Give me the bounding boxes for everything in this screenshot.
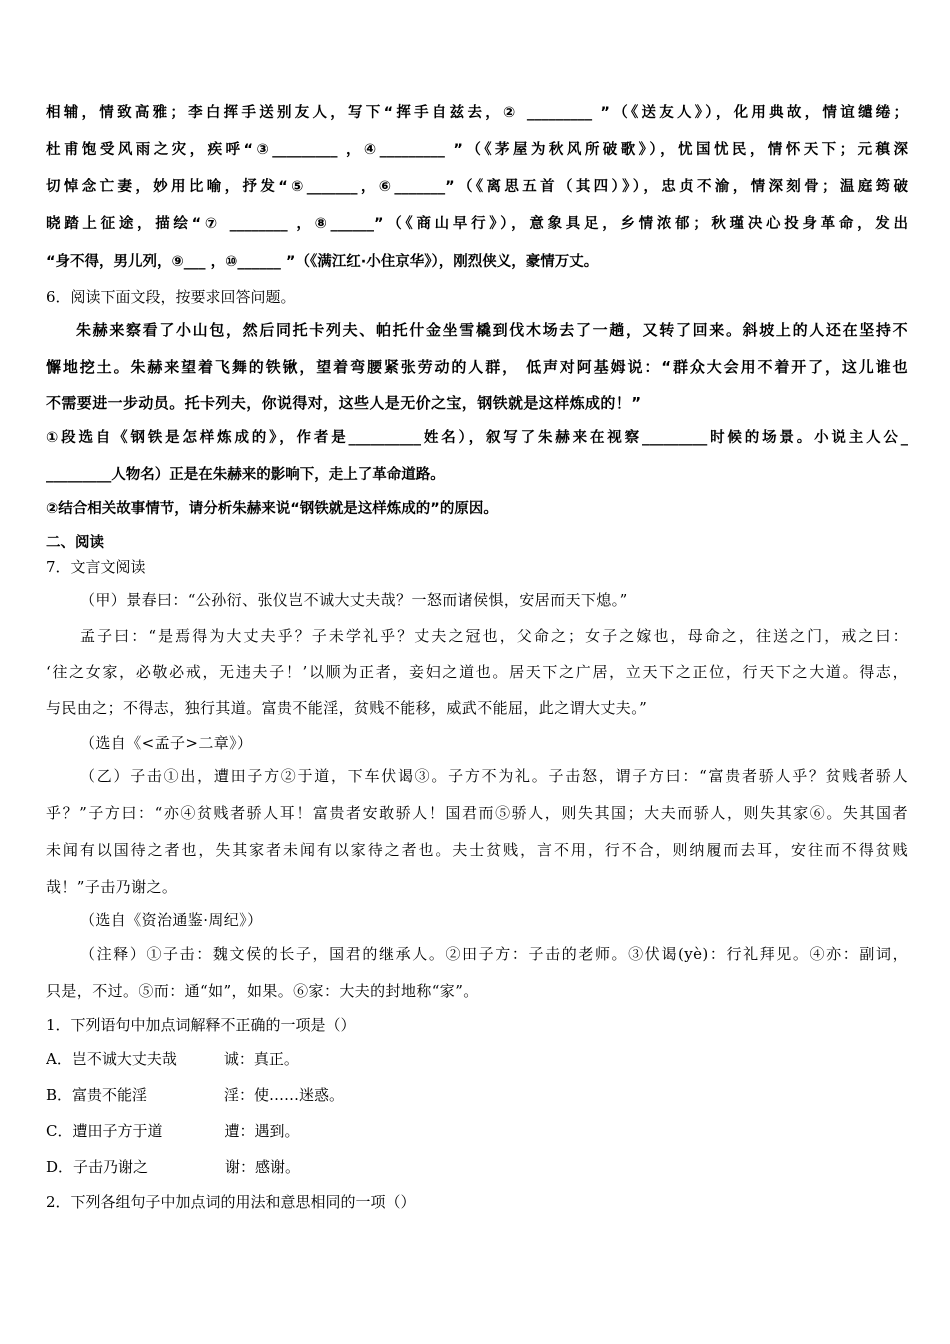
poetry-line-3: 切悼念亡妻，妙用比喻，抒发“⑤_______，⑥_______”（《离思五首（其四）》），忠贞不渝，情深刻骨；温庭筠破 <box>46 179 908 195</box>
question-6-title: 6．阅读下面文段，按要求回答问题。 <box>46 288 296 306</box>
question-7-title: 7．文言文阅读 <box>46 558 146 576</box>
option-c-label: C． <box>46 1122 73 1140</box>
yi-line-3: 未闻有以国待之者也，失其家者未闻有以家待之者也。夫士贫贱，言不用，行不合，则纳履而去耳，安往而不得贫贱 <box>46 841 908 859</box>
jia-line-1: （甲）景春曰：“公孙衍、张仪岂不诚大丈夫哉？一怒而诸侯惧，安居而天下熄。” <box>80 591 628 609</box>
jia-line-4: 与民由之；不得志，独行其道。富贵不能淫，贫贱不能移，威武不能屈，此之谓大丈夫。” <box>46 699 648 717</box>
option-d-gloss: 谢：感谢。 <box>225 1158 301 1176</box>
poetry-line-5: “身不得，男儿列，⑨___ ，⑩______ ”（《满江红·小住京华》），刚烈侠义，豪情万丈。 <box>46 254 599 270</box>
q6-passage-line-3: 不需要进一步动员。托卡列夫，你说得对，这些人是无价之宝，钢铁就是这样炼成的！” <box>46 394 642 412</box>
sub-question-2-title: 2．下列各组句子中加点词的用法和意思相同的一项（） <box>46 1193 416 1211</box>
annotation-line-1: （注释）①子击：魏文侯的长子，国君的继承人。②田子方：子击的老师。③伏谒(yè)：行礼拜见。④亦：副词， <box>80 945 908 963</box>
jia-line-2: 孟子曰：“是焉得为大丈夫乎？子未学礼乎？丈夫之冠也，父命之；女子之嫁也，母命之，往送之门，戒之曰： <box>80 627 908 645</box>
option-c-text: 遭田子方于道 <box>72 1122 163 1140</box>
jia-line-3: ‘往之女家，必敬必戒，无违夫子！’以顺为正者，妾妇之道也。居天下之广居，立天下之正位，行天下之大道。得志， <box>46 663 908 681</box>
option-d <box>46 1157 908 1177</box>
option-b-label: B． <box>46 1086 73 1104</box>
poetry-line-2: 杜甫饱受风雨之灾，疾呼“③_________ ，④_________ ”（《茅屋为秋风所破歌》），忧国忧民，情怀天下；元稹深 <box>46 142 908 158</box>
q6-passage-line-1: 朱赫来察看了小山包，然后同托卡列夫、帕托什金坐雪橇到伐木场去了一趟，又转了回来。斜坡上的人还在坚持不 <box>76 321 908 339</box>
option-b-text-inner: 富贵不能淫 <box>72 1086 147 1105</box>
q6-answer-line-1: ①段选自《钢铁是怎样炼成的》，作者是__________姓名），叙写了朱赫来在视察_________时候的场景。小说主人公_ <box>46 430 908 446</box>
poetry-line-4: 晓踏上征途，描绘“⑦ ________ ，⑧______”（《商山早行》），意象具足，乡情浓郁；秋瑾决心投身革命，发出 <box>46 216 908 232</box>
option-a-gloss: 诚：真正。 <box>223 1050 299 1068</box>
q6-passage-line-2: 懈地挖土。朱赫来望着飞舞的铁锹，望着弯腰紧张劳动的人群， 低声对阿基姆说：“群众大会用不着开了，这儿谁也 <box>46 358 908 376</box>
option-a <box>46 1049 908 1069</box>
q6-answer-line-2: _________人物名）正是在朱赫来的影响下，走上了革命道路。 <box>46 467 445 483</box>
poetry-line-1: 相辅，情致高雅；李白挥手送别友人，写下“挥手自兹去，② _________ ”（《送友人》），化用典故，情谊缱绻； <box>46 105 908 121</box>
option-a-label: A． <box>46 1050 72 1068</box>
option-b <box>46 1085 908 1105</box>
q6-answer-line-3: ②结合相关故事情节，请分析朱赫来说“钢铁就是这样炼成的”的原因。 <box>46 501 498 517</box>
option-c <box>46 1121 908 1141</box>
yi-line-1: （乙）子击①出，遭田子方②于道，下车伏谒③。子方不为礼。子击怒，谓子方曰：“富贵者骄人乎？贫贱者骄人 <box>80 767 908 785</box>
annotation-line-2: 只是，不过。⑤而：通“如”，如果。⑥家：大夫的封地称“家”。 <box>46 982 479 1000</box>
option-b-gloss: 淫：使……迷惑。 <box>224 1086 345 1104</box>
section-2-heading: 二、阅读 <box>46 535 104 551</box>
option-d-text: 子击乃谢之 <box>73 1158 149 1176</box>
option-c-gloss: 遭：遇到。 <box>224 1122 300 1140</box>
yi-source: （选自《资治通鉴·周纪》） <box>80 911 263 929</box>
jia-source: （选自《<孟子>二章》） <box>80 734 253 752</box>
option-b-text <box>72 1085 224 1105</box>
yi-line-4: 哉！”子击乃谢之。 <box>46 878 178 896</box>
sub-question-1-title: 1．下列语句中加点词解释不正确的一项是（） <box>46 1016 356 1034</box>
yi-line-2: 乎？”子方曰：“亦④贫贱者骄人耳！富贵者安敢骄人！国君而⑤骄人，则失其国；大夫而骄人，则失其家⑥。失其国者 <box>46 804 908 822</box>
option-a-text: 岂不诚大丈夫哉 <box>71 1050 177 1068</box>
option-d-label: D． <box>46 1158 74 1176</box>
